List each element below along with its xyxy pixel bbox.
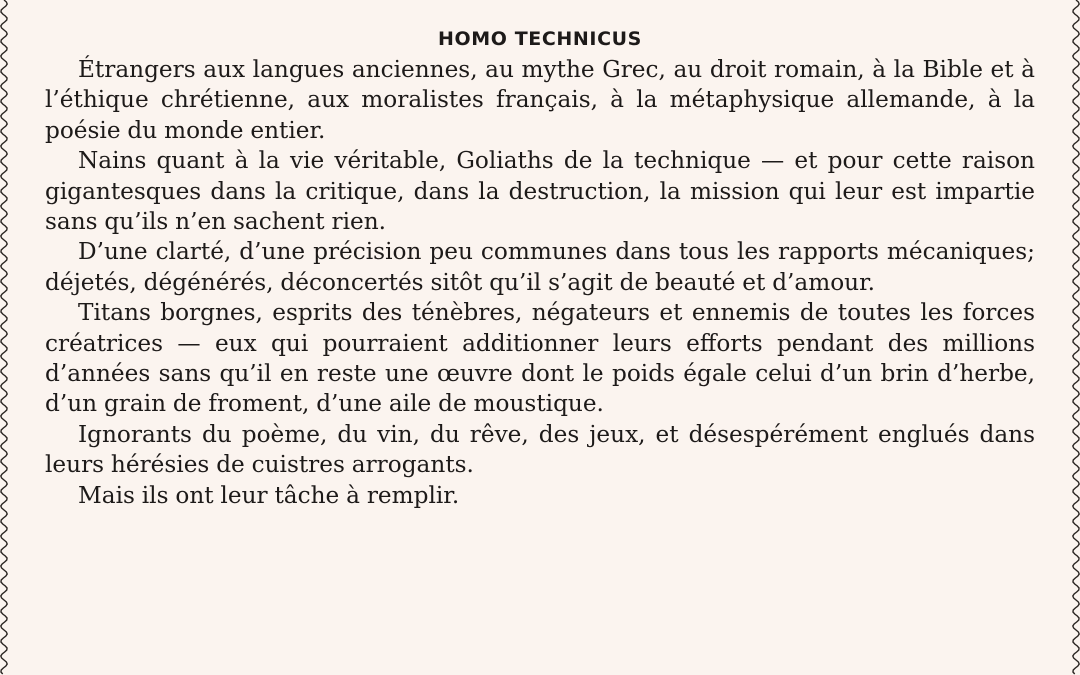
wavy-right-border (1056, 0, 1080, 675)
paragraph-2: Nains quant à la vie véritable, Goliaths de la technique — et pour cette raison gigantesques dans la critique, dans la destruction, la mission qui leur est impartie sans qu’ils n’en sachent rien. (45, 147, 1035, 236)
paragraph-4: Titans borgnes, esprits des ténèbres, négateurs et ennemis de toutes les forces créatrices — eux qui pourraient additionner leurs efforts pendant des millions d’années sans qu’il en reste une œuvre dont le poids égale celui d’un brin d’herbe, d’un grain de froment, d’une aile de moustique. (45, 299, 1035, 418)
paragraph-5: Ignorants du poème, du vin, du rêve, des jeux, et désespérément englués dans leurs hérésies de cuistres arrogants. (45, 420, 1035, 479)
text-block (45, 24, 1035, 511)
wavy-left-border (0, 0, 24, 675)
paragraph-6: Mais ils ont leur tâche à remplir. (78, 481, 460, 509)
paragraph-3: D’une clarté, d’une précision peu communes dans tous les rapports mécaniques; déjetés, dégénérés, déconcertés sitôt qu’il s’agit de beauté et d’amour. (45, 238, 1035, 296)
document-title: HOMO TECHNICUS (438, 28, 642, 50)
paragraph-1: Étrangers aux langues anciennes, au mythe Grec, au droit romain, à la Bible et à l’éthique chrétienne, aux moralistes français, à la métaphysique allemande, à la poésie du monde entier. (45, 56, 1035, 144)
